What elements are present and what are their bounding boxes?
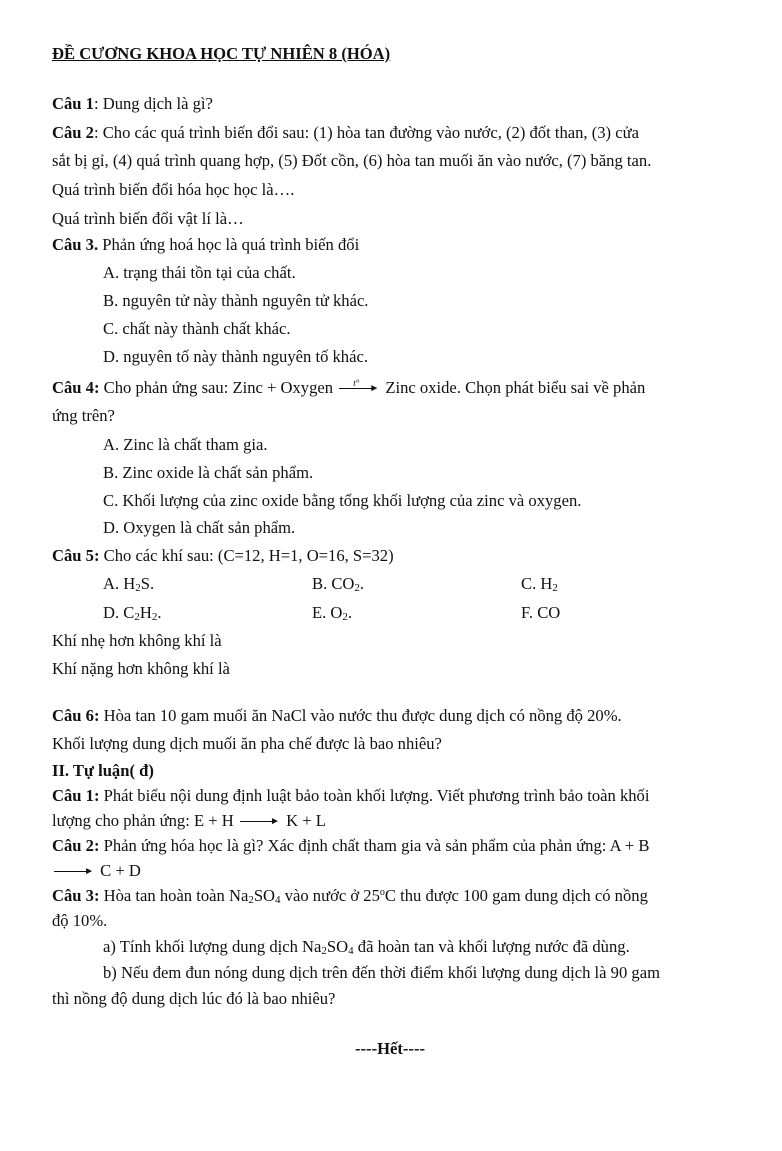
essay-question-3: Câu 3: Hòa tan hoàn toàn $Na_2SO_4$ vào nước ở 25$^o$C thu được 100 gam dung dịch có nồng bbox=[52, 886, 648, 906]
question-4-option-b: B. Zinc oxide là chất sản phẩm. bbox=[103, 463, 314, 482]
reaction-arrow: ► bbox=[240, 817, 280, 827]
reaction-arrow: ► t° bbox=[339, 384, 379, 394]
question-1-text: : Dung dịch là gì? bbox=[93, 94, 213, 113]
reaction-arrow: ► bbox=[54, 867, 94, 877]
question-5-label: Câu 5: bbox=[52, 546, 100, 565]
question-6 bbox=[52, 706, 622, 726]
question-3-option-c: C. chất này thành chất khác. bbox=[103, 319, 291, 338]
question-6-line-2: Khối lượng dung dịch muối ăn pha chế được là bao nhiêu? bbox=[52, 734, 442, 753]
gas-option-d: D. $C_2H_2$. bbox=[103, 603, 162, 623]
question-2-line-3: Quá trình biến đổi hóa học học là…. bbox=[52, 180, 295, 199]
question-4-option-c: C. Khối lượng của zinc oxide bằng tổng khối lượng của zinc và oxygen. bbox=[103, 491, 582, 510]
end-marker: ----Hết---- bbox=[355, 1039, 426, 1058]
essay-question-3-part-b-line-2: thì nồng độ dung dịch lúc đó là bao nhiêu? bbox=[52, 989, 336, 1008]
essay-question-2-line-2: ► C + D bbox=[52, 861, 141, 881]
question-4-option-a: A. Zinc là chất tham gia. bbox=[103, 435, 268, 454]
essay-question-1-label: Câu 1: bbox=[52, 786, 100, 805]
question-5-heavy-gases: Khí nặng hơn không khí là bbox=[52, 659, 230, 678]
question-3-text: Phản ứng hoá học là quá trình biến đổi bbox=[98, 235, 360, 254]
question-4 bbox=[52, 378, 645, 398]
question-5 bbox=[52, 546, 394, 566]
essay-question-1-text: Phát biểu nội dung định luật bảo toàn khối lượng. Viết phương trình bảo toàn khối bbox=[99, 786, 650, 805]
question-4-option-d: D. Oxygen là chất sản phẩm. bbox=[103, 518, 296, 537]
essay-question-3-part-b: b) Nếu đem đun nóng dung dịch trên đến thời điểm khối lượng dung dịch là 90 gam bbox=[103, 963, 660, 982]
question-6-label: Câu 6: bbox=[52, 706, 100, 725]
essay-question-2-text: Phản ứng hóa học là gì? Xác định chất tham gia và sản phẩm của phản ứng: A + B bbox=[99, 836, 650, 855]
question-4-label: Câu 4: bbox=[52, 378, 100, 397]
question-2 bbox=[52, 123, 639, 143]
question-4-text: Cho phản ứng sau: Zinc + Oxygen bbox=[99, 378, 334, 397]
gas-option-c: C. $H_2$ bbox=[521, 574, 558, 594]
essay-question-3-label: Câu 3: bbox=[52, 886, 100, 905]
question-5-text: Cho các khí sau: (C=12, H=1, O=16, S=32) bbox=[99, 546, 394, 565]
section-essay-heading: II. Tự luận( đ) bbox=[52, 761, 154, 780]
question-4-text-end: Zinc oxide. Chọn phát biểu sai về phản bbox=[385, 378, 646, 397]
essay-question-2-label: Câu 2: bbox=[52, 836, 100, 855]
essay-question-3-line-2: độ 10%. bbox=[52, 911, 108, 930]
gas-option-b: B. $CO_2$. bbox=[312, 574, 365, 594]
essay-question-3-part-a: a) Tính khối lượng dung dịch $Na_2SO_4$ đã hoàn tan và khối lượng nước đã dùng. bbox=[103, 937, 630, 957]
question-1-label: Câu 1 bbox=[52, 94, 94, 113]
question-1 bbox=[52, 94, 213, 114]
gas-option-a: A. $H_2S$. bbox=[103, 574, 155, 594]
essay-question-1-line-2: lượng cho phản ứng: E + H ► K + L bbox=[52, 811, 326, 830]
question-4-line-2: ứng trên? bbox=[52, 406, 115, 425]
question-5-light-gases: Khí nhẹ hơn không khí là bbox=[52, 631, 222, 650]
question-2-line-4: Quá trình biến đổi vật lí là… bbox=[52, 209, 244, 228]
question-3 bbox=[52, 235, 359, 255]
essay-question-1 bbox=[52, 786, 649, 806]
document-title: ĐỀ CƯƠNG KHOA HỌC TỰ NHIÊN 8 (HÓA) bbox=[52, 44, 391, 63]
question-2-label: Câu 2 bbox=[52, 123, 94, 142]
question-3-option-a: A. trạng thái tồn tại của chất. bbox=[103, 263, 296, 282]
essay-question-2 bbox=[52, 836, 649, 856]
reaction-arrow-label: t° bbox=[353, 378, 360, 389]
question-3-option-d: D. nguyên tố này thành nguyên tố khác. bbox=[103, 347, 368, 366]
gas-option-f: F. CO bbox=[521, 603, 561, 622]
question-3-option-b: B. nguyên tử này thành nguyên tử khác. bbox=[103, 291, 369, 310]
question-2-line-1: : Cho các quá trình biến đổi sau: (1) hòa tan đường vào nước, (2) đốt than, (3) cửa bbox=[93, 123, 639, 142]
question-3-label: Câu 3. bbox=[52, 235, 99, 254]
question-2-line-2: sắt bị gỉ, (4) quá trình quang hợp, (5) Đốt cồn, (6) hòa tan muối ăn vào nước, (7) băng tan. bbox=[52, 151, 652, 170]
question-6-text: Hòa tan 10 gam muối ăn NaCl vào nước thu được dung dịch có nồng độ 20%. bbox=[99, 706, 622, 725]
gas-option-e: E. $O_2$. bbox=[312, 603, 353, 623]
